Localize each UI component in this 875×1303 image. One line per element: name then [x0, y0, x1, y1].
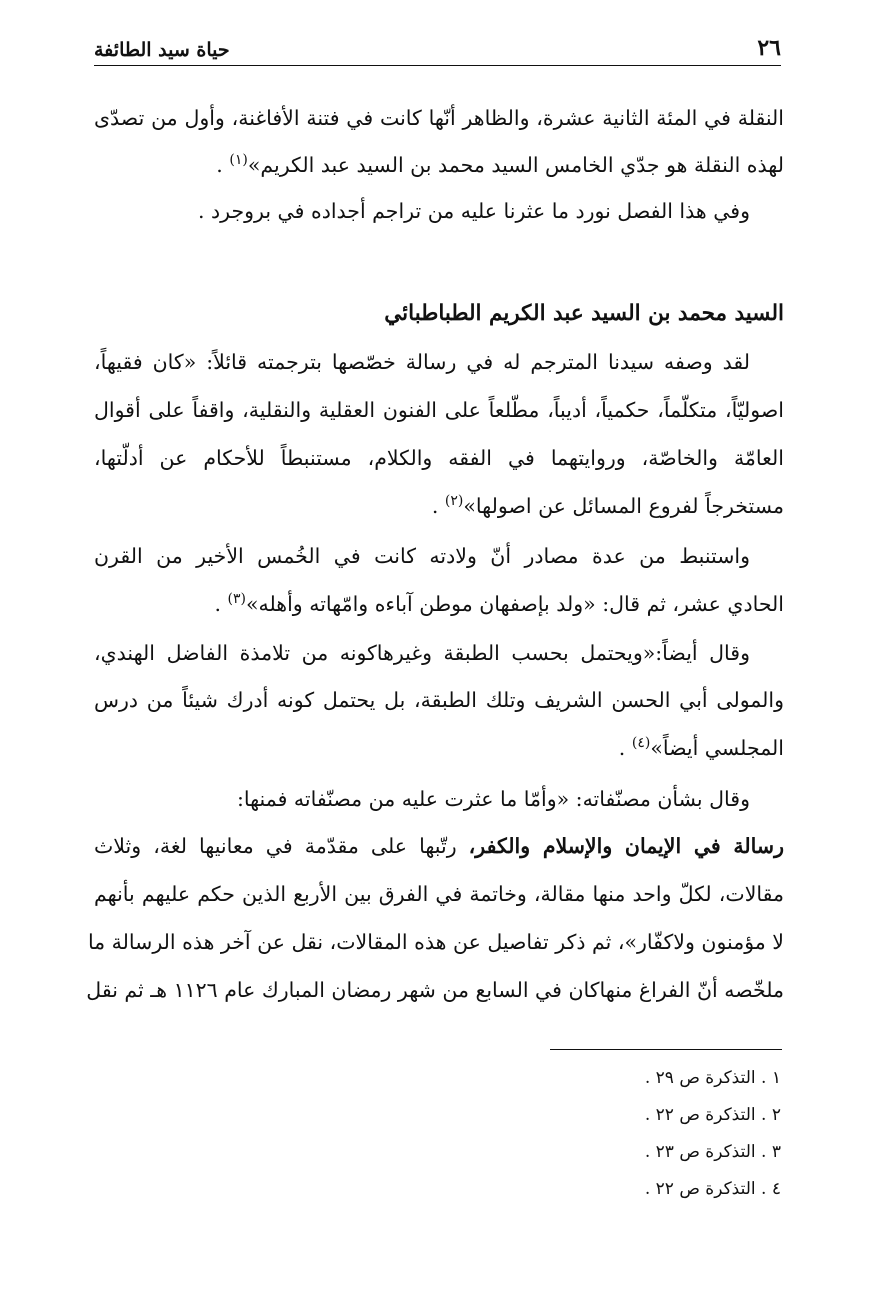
text-line: وقال أيضاً:«ويحتمل بحسب الطبقة وغيرهاكونه من تلامذة الفاضل الهندي، [94, 641, 750, 665]
running-title: حياة سيد الطائفة [94, 39, 230, 61]
footnote-ref: (١) [229, 152, 248, 169]
text-line: رسالة في الإيمان والإسلام والكفر، رتّبها على مقدّمة في معانيها لغة، وثلاث [94, 834, 784, 858]
footnote: ١ . التذكرة ص ٢٩ . [644, 1068, 781, 1088]
text-line: وقال بشأن مصنّفاته: «وأمّا ما عثرت عليه من مصنّفاته فمنها: [236, 787, 750, 811]
text-line: لهذه النقلة هو جدّي الخامس السيد محمد بن السيد عبد الكريم»$^{(١)}$ . [216, 152, 784, 177]
text-line: مقالات، لكلّ واحد منها مقالة، وخاتمة في الفرق بين الأربع الذين حكم عليهم بأنهم [94, 882, 784, 906]
text-line: اصوليّاً، متكلّماً، حكمياً، أديباً، مطّلعاً على الفنون العقلية والنقلية، واقفاً على أقوال [94, 398, 784, 422]
text-line: والمولى أبي الحسن الشريف وتلك الطبقة، بل يحتمل كونه أدرك شيئاً من درس [94, 688, 784, 712]
footnote-ref: (٢) [444, 493, 464, 510]
footnotes [481, 0, 781, 1220]
text-line: ملخّصه أنّ الفراغ منهاكان في السابع من شهر رمضان المبارك عام ١١٢٦ هـ ثم نقل [86, 978, 784, 1002]
text-line: النقلة في المئة الثانية عشرة، والظاهر أنّها كانت في فتنة الأفاغنة، وأول من تصدّى [94, 106, 784, 130]
footnote-ref: (٣) [227, 591, 246, 608]
text-line: الحادي عشر، ثم قال: «ولد بإصفهان موطن آباءه وامّهاته وأهله»$^{(٣)}$ . [214, 591, 784, 616]
section-heading: السيد محمد بن السيد عبد الكريم الطباطبائي [384, 301, 784, 326]
text-line: لا مؤمنون ولاكفّار»، ثم ذكر تفاصيل عن هذه المقالات، نقل عن آخر هذه الرسالة ما [87, 930, 784, 954]
footnote: ٣ . التذكرة ص ٢٣ . [644, 1142, 781, 1162]
text-line: مستخرجاً لفروع المسائل عن اصولها»$^{(٢)}$ . [431, 493, 784, 518]
page-number: ٢٦ [757, 35, 781, 61]
text-line: واستنبط من عدة مصادر أنّ ولادته كانت في الخُمس الأخير من القرن [94, 544, 750, 568]
text-line: المجلسي أيضاً»$^{(٤)}$ . [618, 735, 784, 760]
text-line: لقد وصفه سيدنا المترجم له في رسالة خصّصها بترجمته قائلاً: «كان فقيهاً، [94, 350, 750, 374]
footnote: ٤ . التذكرة ص ٢٢ . [644, 1179, 781, 1199]
footnote-ref: (٤) [631, 735, 651, 752]
text-line: وفي هذا الفصل نورد ما عثرنا عليه من تراجم أجداده في بروجرد . [197, 199, 750, 223]
text-line: العامّة والخاصّة، وروايتهما في الفقه والكلام، مستنبطاً للأحكام عن أدلّتها، [94, 446, 784, 470]
work-title: رسالة في الإيمان والإسلام والكفر، [468, 834, 784, 858]
footnote: ٢ . التذكرة ص ٢٢ . [644, 1105, 781, 1125]
